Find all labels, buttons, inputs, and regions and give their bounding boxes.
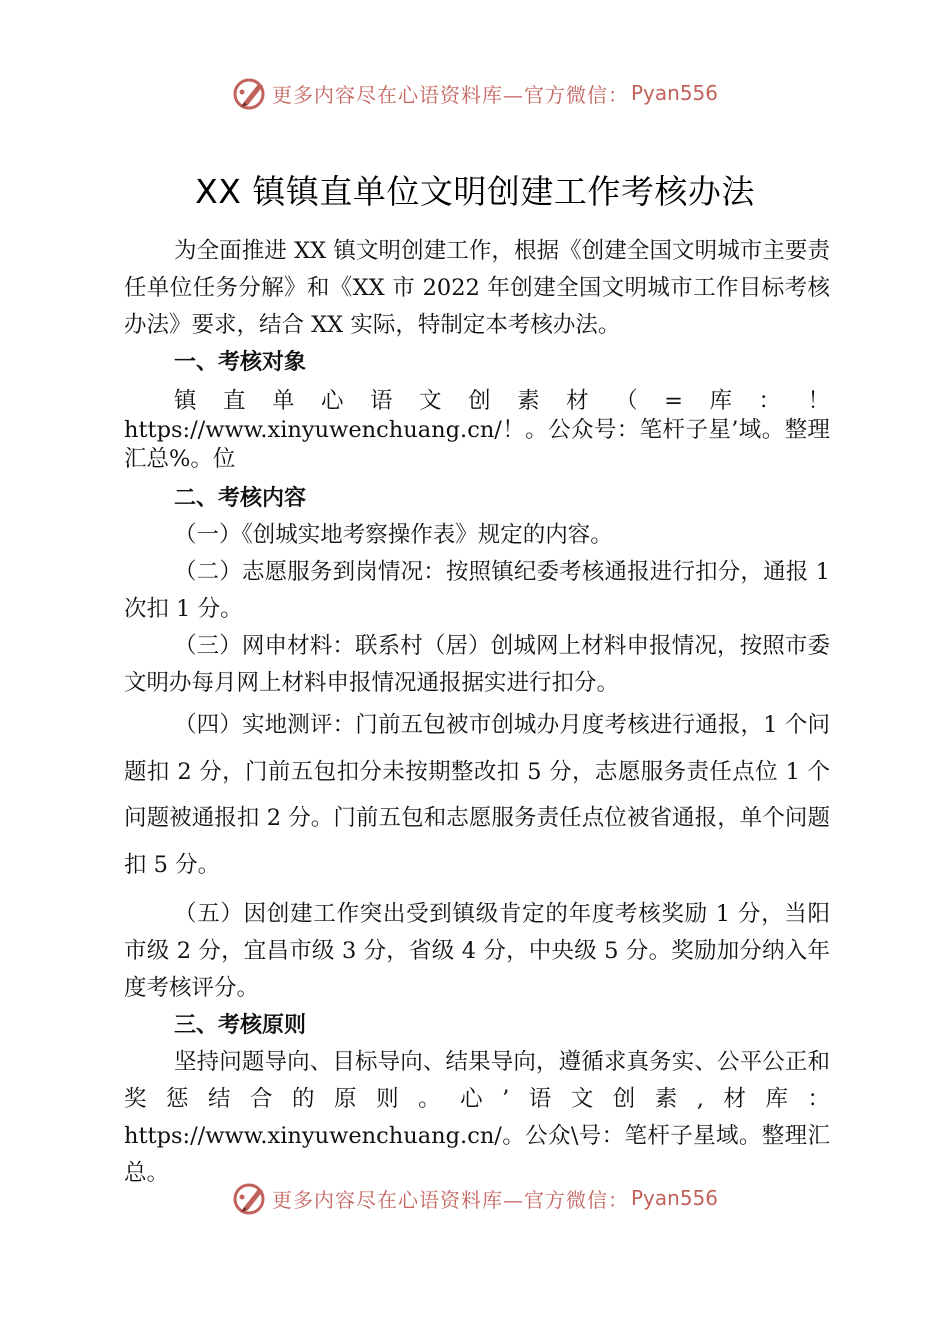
pen-logo-icon xyxy=(232,75,268,111)
banner-text: 更多内容尽在心语资料库—官方微信： xyxy=(271,1187,629,1212)
section-heading-1: 一、考核对象 xyxy=(174,350,307,375)
footer-watermark-banner xyxy=(0,1176,950,1220)
section-2-item-3: （三）网申材料：联系村（居）创城网上材料申报情况，按照市委文明办每月网上材料申报情况通报据实进行扣分。 xyxy=(124,633,830,696)
section-heading-3: 三、考核原则 xyxy=(174,1013,307,1038)
section-2-item-5: （五）因创建工作突出受到镇级肯定的年度考核奖励 1 分，当阳市级 2 分，宜昌市级 3 分，省级 4 分，中央级 5 分。奖励加分纳入年度考核评分。 xyxy=(124,901,830,1001)
section-heading-2: 二、考核内容 xyxy=(174,486,307,511)
section-1-paragraph: 镇直单心语文创素材（=库：！https://www.xinyuwenchuang.cn/！。公众号：笔杆子星’域。整理汇总%。位 xyxy=(124,388,830,472)
document-body xyxy=(124,233,830,1192)
header-watermark-banner xyxy=(0,71,950,115)
banner-wechat-id: Pyan556 xyxy=(630,1186,718,1210)
intro-paragraph: 为全面推进 XX 镇文明创建工作，根据《创建全国文明城市主要责任单位任务分解》和《XX 市 2022 年创建全国文明城市工作目标考核办法》要求，结合 XX 实际，特制定本考核办法。 xyxy=(124,238,830,338)
section-2-item-1: （一）《创城实地考察操作表》规定的内容。 xyxy=(174,522,613,548)
document-title: XX 镇镇直单位文明创建工作考核办法 xyxy=(195,172,755,211)
section-2-item-4: （四）实地测评：门前五包被市创城办月度考核进行通报，1 个问题扣 2 分，门前五包扣分未按期整改扣 5 分，志愿服务责任点位 1 个问题被通报扣 2 分。门前五包和志愿服务责任点位被省通报，单个问题扣 5 分。 xyxy=(124,712,830,878)
pen-logo-icon xyxy=(232,1180,268,1216)
banner-wechat-id: Pyan556 xyxy=(630,81,718,105)
section-2-item-2: （二）志愿服务到岗情况：按照镇纪委考核通报进行扣分，通报 1 次扣 1 分。 xyxy=(124,559,830,622)
banner-text: 更多内容尽在心语资料库—官方微信： xyxy=(271,82,629,107)
section-3-paragraph: 坚持问题导向、目标导向、结果导向，遵循求真务实、公平公正和奖惩结合的原则。心’语文创素,材库：https://www.xinyuwenchuang.cn/。公众\号：笔杆子星域。整理汇总。 xyxy=(124,1049,830,1186)
